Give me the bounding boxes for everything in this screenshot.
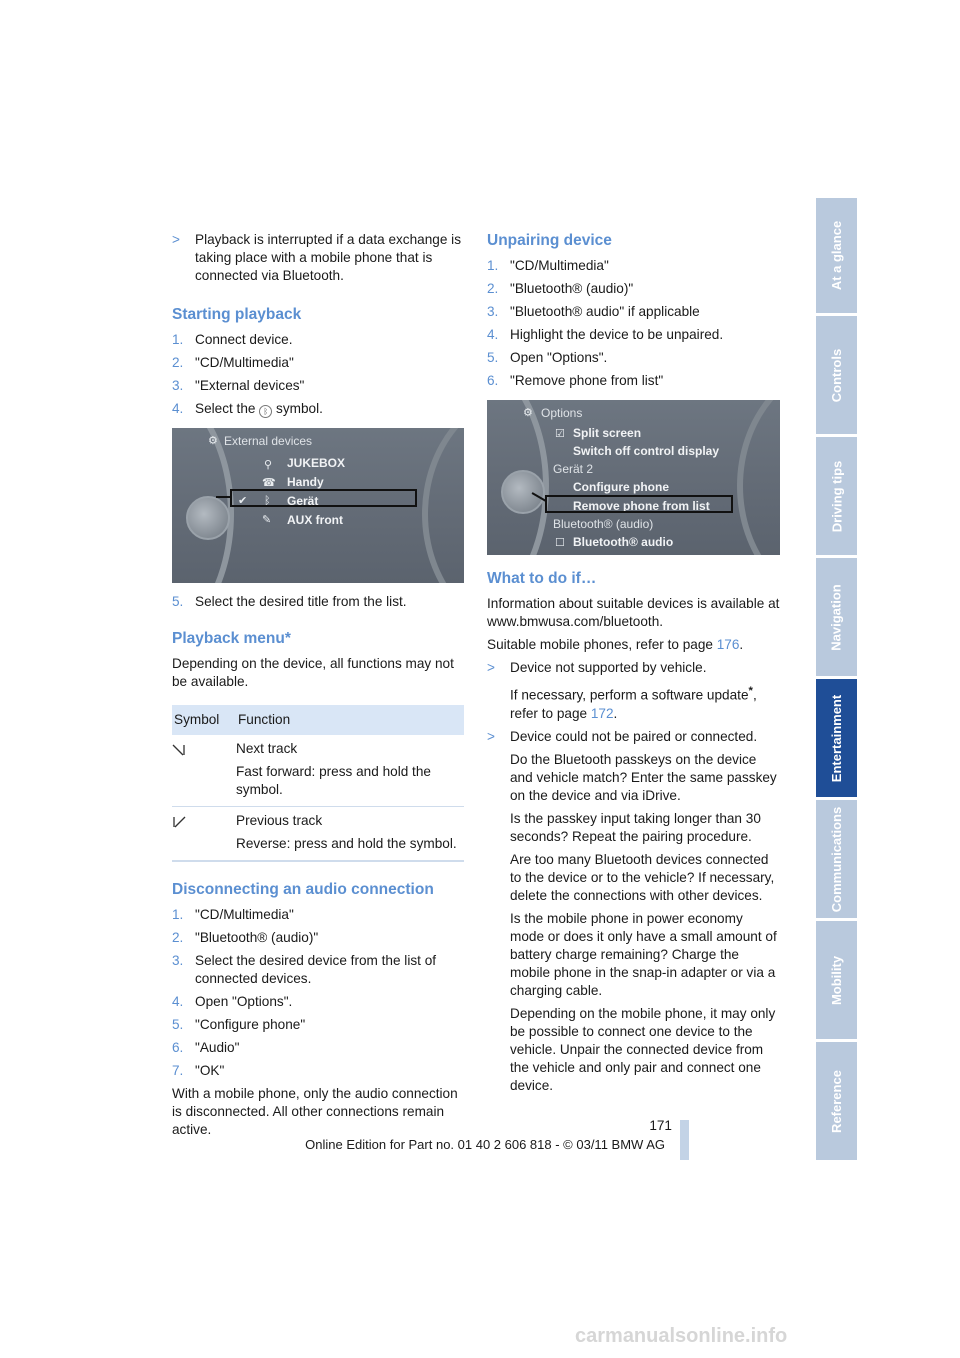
page-link[interactable]: 176: [716, 637, 740, 652]
menu-item: Handy: [287, 475, 324, 489]
step-item: 3. "External devices": [172, 378, 305, 393]
table-row: Previous track Reverse: press and hold the symbol.: [172, 807, 464, 862]
menu-item: Switch off control display: [573, 444, 720, 458]
screen-header: External devices: [224, 434, 313, 448]
page-link[interactable]: 172: [590, 705, 614, 721]
table-header-symbol: Symbol: [172, 705, 236, 735]
sub-paragraph: Depending on the mobile phone, it may only be possible to connect one device to the vehicle. Unpair the connected device from the vehicle and only pair and connect one device.: [510, 1005, 776, 1093]
table-row: Next track Fast forward: press and hold the symbol.: [172, 735, 464, 807]
settings-icon: ⚙: [523, 407, 533, 419]
left-column: [172, 231, 464, 1144]
paragraph: Depending on the device, all functions may not be available.: [172, 656, 454, 689]
tab-label: Reference: [829, 1069, 844, 1133]
usb-icon: ⚲: [264, 459, 273, 471]
tab-label: Driving tips: [829, 460, 845, 532]
menu-item: Bluetooth® audio: [573, 535, 674, 549]
step-item: 6. "Audio": [172, 1040, 240, 1055]
bullet-item: > Device could not be paired or connected.: [487, 728, 758, 744]
phone-icon: ☎: [262, 477, 276, 489]
settings-icon: ⚙: [208, 435, 218, 447]
sub-paragraph: Is the mobile phone in power economy mode or does it only have a small amount of battery charge remaining? Charge the mobile phone in the snap-in adapter or via a charging cable.: [510, 910, 777, 998]
edition-footer: Online Edition for Part no. 01 40 2 606 818 - © 03/11 BMW AG: [305, 1137, 665, 1152]
display-arc-right: [422, 428, 464, 583]
section-heading-unpairing: Unpairing device: [487, 232, 612, 249]
step-item: 5. "Configure phone": [172, 1017, 306, 1032]
tab-label: Mobility: [829, 955, 845, 1005]
step-item: 1. Connect device.: [172, 332, 293, 347]
page-number: 171: [649, 1118, 672, 1133]
table-header-function: Function: [236, 705, 464, 735]
screenshot-external-devices: [172, 428, 464, 583]
menu-group: Bluetooth® (audio): [553, 517, 654, 531]
tab-at-a-glance[interactable]: [816, 198, 857, 313]
asterisk-marker: *: [748, 685, 753, 697]
menu-item: Gerät: [287, 494, 319, 508]
bullet-marker: >: [172, 232, 180, 247]
right-column: [487, 231, 780, 1100]
tab-communications[interactable]: [816, 800, 857, 918]
bluetooth-icon: ᛒ: [264, 495, 271, 507]
screen-header: Options: [541, 406, 583, 420]
step-item: 1. "CD/Multimedia": [487, 258, 609, 273]
checkbox-checked-icon: ☑: [555, 428, 565, 440]
step-item: 2. "Bluetooth® (audio)": [172, 930, 319, 945]
tab-label: Navigation: [829, 583, 844, 651]
selection-frame: [545, 495, 733, 513]
sub-paragraph: Are too many Bluetooth devices connected to the device or to the vehicle? If necessary, delete the connections with other devices.: [510, 851, 775, 903]
tab-reference[interactable]: [816, 1042, 857, 1160]
paragraph: Suitable mobile phones, refer to page 176.: [487, 637, 744, 652]
display-arc-right: [737, 400, 780, 555]
menu-item: Remove phone from list: [573, 499, 710, 513]
paragraph: With a mobile phone, only the audio connection is disconnected. All other connections remain active.: [172, 1086, 458, 1137]
step-item: 1. "CD/Multimedia": [172, 907, 294, 922]
next-track-icon: [172, 735, 236, 807]
symbol-table: [172, 705, 464, 862]
tab-label: Controls: [829, 348, 845, 402]
tab-controls[interactable]: [816, 316, 857, 434]
selection-frame: [230, 489, 417, 507]
step-item: 5. Select the desired title from the list.: [172, 594, 407, 609]
tab-mobility[interactable]: [816, 921, 857, 1039]
tab-driving-tips[interactable]: [816, 437, 857, 555]
paragraph: Information about suitable devices is available at www.bmwusa.com/bluetooth.: [487, 596, 780, 629]
step-item: 4. Highlight the device to be unpaired.: [487, 327, 724, 342]
menu-item: Configure phone: [573, 480, 669, 494]
section-heading-playback-menu: Playback menu*: [172, 630, 291, 647]
section-heading-what-to-do: What to do if…: [487, 570, 597, 587]
menu-item: AUX front: [287, 513, 343, 527]
step-item: 3. "Bluetooth® audio" if applicable: [487, 304, 700, 319]
screenshot-options: [487, 400, 780, 555]
tab-entertainment[interactable]: [816, 679, 857, 797]
bullet-text: Playback is interrupted if a data exchange is taking place with a mobile phone that is connected via Bluetooth.: [195, 232, 461, 283]
step-item: 3. Select the desired device from the list of connected devices.: [172, 953, 437, 986]
step-item: 2. "Bluetooth® (audio)": [487, 281, 634, 296]
step-item: 4. Open "Options".: [172, 994, 293, 1009]
menu-item: JUKEBOX: [287, 456, 346, 470]
menu-item: Split screen: [573, 426, 642, 440]
step-item: 7. "OK": [172, 1063, 225, 1078]
page-number-bar: [680, 1120, 689, 1160]
tab-label: At a glance: [829, 220, 845, 291]
sub-paragraph: Do the Bluetooth passkeys on the device and vehicle match? Enter the same passkey on the device and via iDrive.: [510, 751, 777, 803]
sub-paragraph: Is the passkey input taking longer than 30 seconds? Repeat the pairing procedure.: [510, 810, 761, 844]
controller-knob: [186, 496, 230, 540]
sub-paragraph: If necessary, perform a software update*, refer to page 172.: [510, 685, 757, 721]
menu-group: Gerät 2: [553, 462, 594, 476]
step-item: 4. Select the ᛒ symbol.: [172, 401, 323, 416]
tab-navigation[interactable]: [816, 558, 857, 676]
check-icon: ✔: [238, 495, 248, 507]
tab-label: Entertainment: [829, 694, 844, 782]
watermark: carmanualsonline.info: [575, 1325, 788, 1347]
aux-cable-icon: ✎: [262, 514, 272, 526]
step-item: 6. "Remove phone from list": [487, 373, 664, 388]
controller-knob: [501, 470, 545, 514]
checkbox-empty-icon: ☐: [555, 537, 565, 549]
bullet-item: [172, 231, 464, 285]
bullet-item: > Device not supported by vehicle.: [487, 660, 707, 675]
section-heading-starting-playback: Starting playback: [172, 306, 302, 323]
section-heading-disconnecting: Disconnecting an audio connection: [172, 881, 434, 898]
previous-track-icon: [172, 807, 236, 862]
callout-line: [216, 496, 232, 498]
bluetooth-symbol-icon: ᛒ: [259, 405, 272, 418]
tab-label: Communications: [829, 806, 844, 912]
step-item: 2. "CD/Multimedia": [172, 355, 294, 370]
step-item: 5. Open "Options".: [487, 350, 608, 365]
